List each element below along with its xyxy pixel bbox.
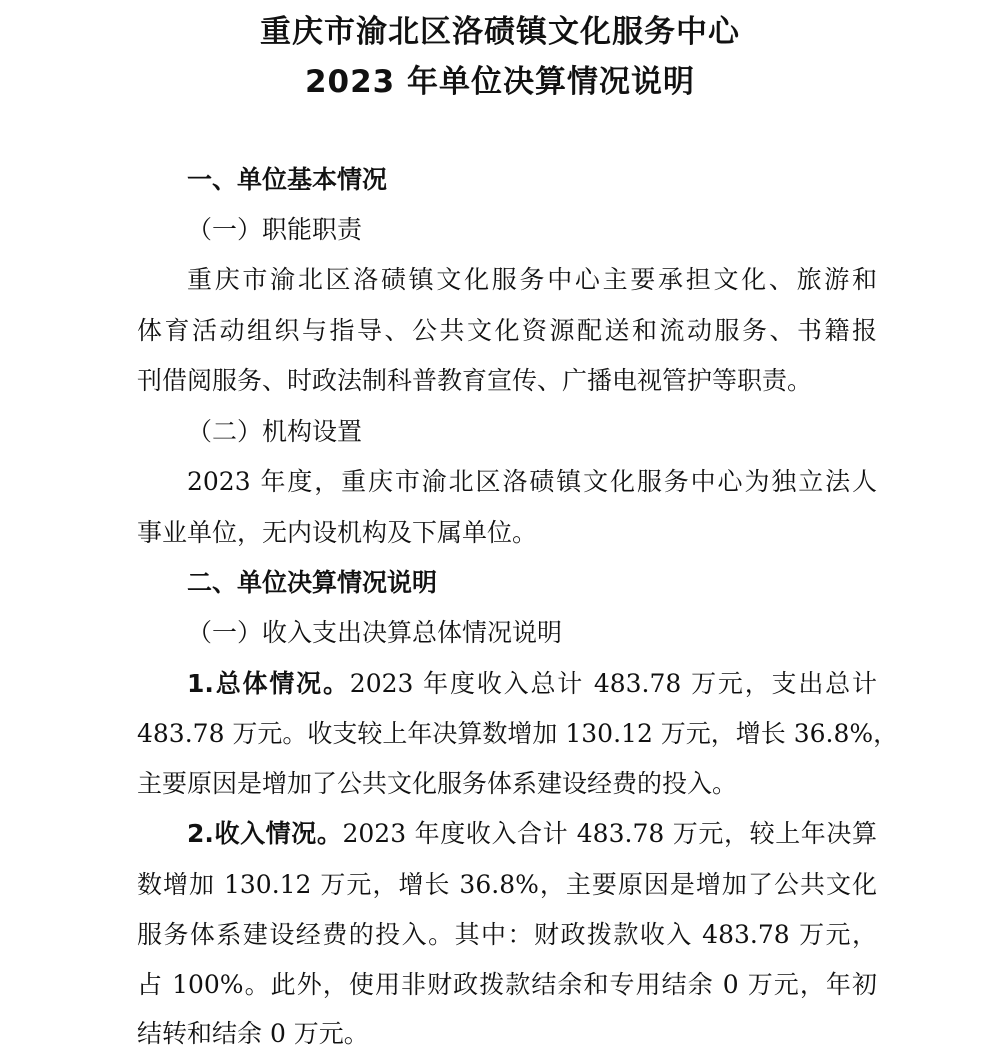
sub2-line-2: 事业单位，无内设机构及下属单位。: [137, 518, 538, 547]
document-title-line2: 2023 年单位决算情况说明: [304, 64, 696, 100]
para2-line1-text: 2023 年度收入合计 483.78 万元，较上年决算: [342, 819, 877, 848]
para2-line-1: [187, 817, 877, 851]
para2-line-4: 占 100%。此外，使用非财政拨款结余和专用结余 0 万元，年初: [137, 970, 877, 999]
sub3-heading: （一）收入支出决算总体情况说明: [187, 618, 563, 647]
document-title-line1: 重庆市渝北区洛碛镇文化服务中心: [260, 14, 740, 50]
para1-label: 1.总体情况。: [187, 669, 350, 698]
sub2-line-1: 2023 年度，重庆市渝北区洛碛镇文化服务中心为独立法人: [187, 467, 877, 496]
sub2-heading: （二）机构设置: [187, 417, 363, 446]
para2-line-2: 数增加 130.12 万元，增长 36.8%，主要原因是增加了公共文化: [137, 870, 877, 899]
section2-heading: 二、单位决算情况说明: [187, 568, 438, 597]
sub1-heading: （一）职能职责: [187, 215, 363, 244]
para2-line-5: 结转和结余 0 万元。: [137, 1019, 369, 1048]
para1-line-3: 主要原因是增加了公共文化服务体系建设经费的投入。: [137, 769, 738, 798]
sub1-line-2: 体育活动组织与指导、公共文化资源配送和流动服务、书籍报: [137, 316, 877, 345]
section1-heading: 一、单位基本情况: [187, 165, 388, 194]
para2-line-3: 服务体系建设经费的投入。其中：财政拨款收入 483.78 万元，: [137, 920, 877, 949]
sub1-line-1: 重庆市渝北区洛碛镇文化服务中心主要承担文化、旅游和: [187, 265, 877, 294]
sub1-line-3: 刊借阅服务、时政法制科普教育宣传、广播电视管护等职责。: [137, 366, 813, 395]
para2-label: 2.收入情况。: [187, 819, 343, 848]
para1-line-2: 483.78 万元。收支较上年决算数增加 130.12 万元，增长 36.8%，: [137, 719, 899, 748]
para1-line1-text: 2023 年度收入总计 483.78 万元，支出总计: [349, 669, 877, 698]
para1-line-1: [187, 667, 877, 701]
